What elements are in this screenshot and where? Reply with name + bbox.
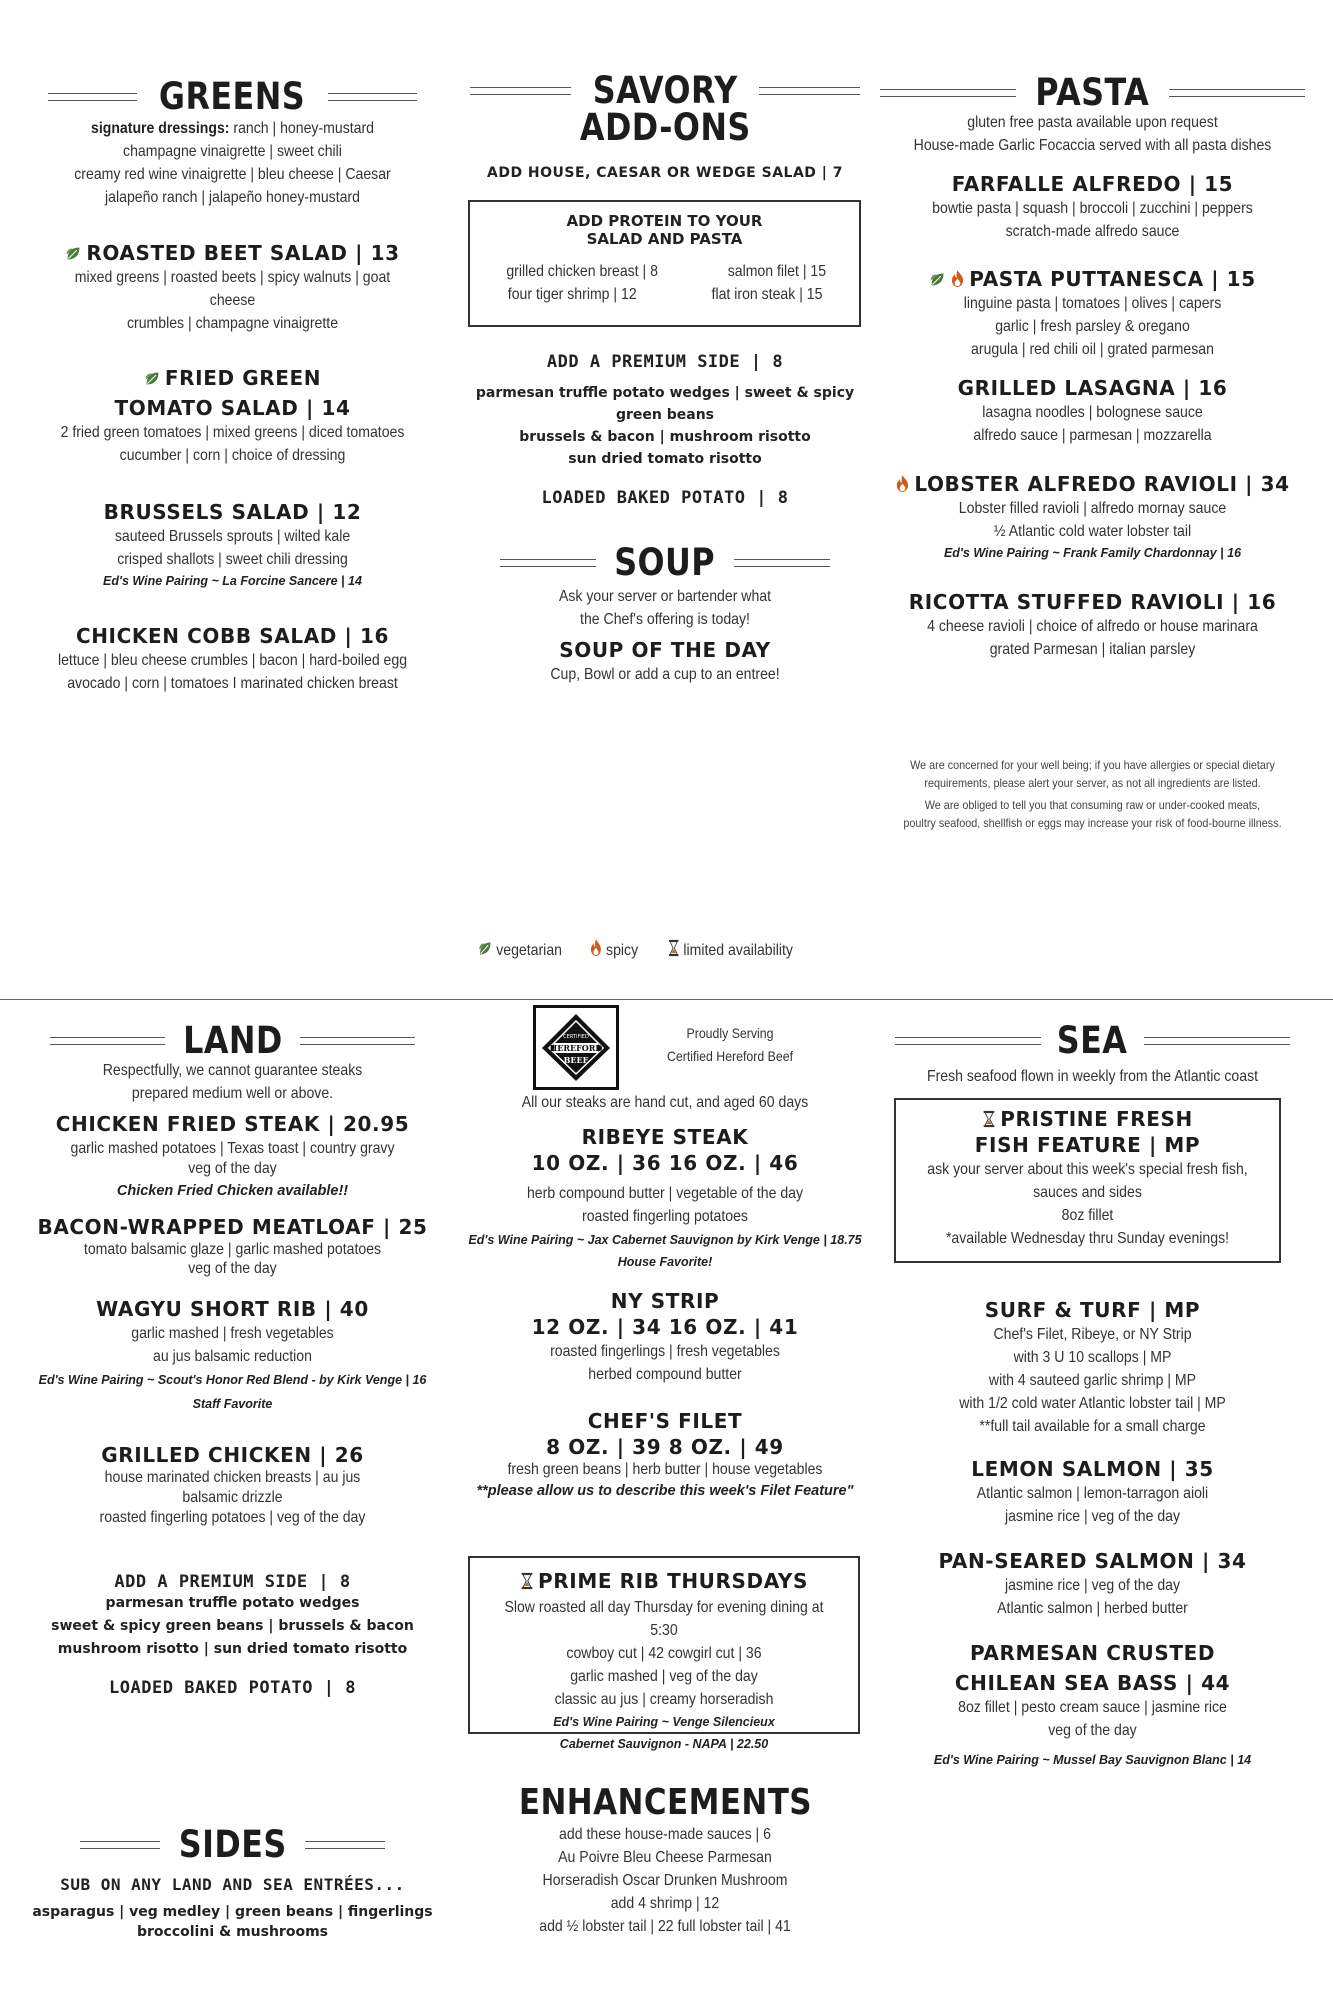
menu-item-title — [880, 266, 1305, 292]
dressings-line: champagne vinaigrette | sweet chili — [123, 143, 342, 160]
protein-box — [468, 200, 861, 327]
dish-desc: roasted fingerling potatoes | veg of the day — [99, 1509, 366, 1526]
dish-desc: ask your server about this week's special fresh fish, — [927, 1161, 1248, 1178]
dish-name: PARMESAN CRUSTED — [969, 1641, 1216, 1665]
dish-name: PAN-SEARED SALMON | 34 — [938, 1549, 1247, 1573]
premium-side-list: parmesan truffle potato wedges | sweet & spicy green beans — [475, 385, 855, 423]
premium-side-list: sweet & spicy green beans | brussels & bacon — [51, 1618, 414, 1634]
dish-name: FRIED GREEN — [164, 366, 322, 390]
title-rule — [880, 89, 1016, 97]
title-rule — [305, 1841, 385, 1849]
dish-desc: ½ Atlantic cold water lobster tail — [993, 523, 1192, 540]
dish-desc: lettuce | bleu cheese crumbles | bacon | hard-boiled egg — [57, 652, 408, 669]
dish-desc: **full tail available for a small charge — [979, 1418, 1206, 1435]
dish-name: BACON-WRAPPED MEATLOAF | 25 — [37, 1215, 428, 1239]
enhancements-title: ENHANCEMENTS — [518, 1782, 812, 1823]
prime-rib-box — [468, 1556, 860, 1751]
menu-item-title — [30, 365, 435, 391]
greens-section — [30, 75, 435, 695]
dish-desc: 8oz fillet — [1061, 1207, 1114, 1224]
title-rule — [1144, 1037, 1290, 1045]
dish-desc: Slow roasted all day Thursday for evening dining at 5:30 — [504, 1599, 824, 1639]
land-info: prepared medium well or above. — [131, 1085, 334, 1102]
protein-row — [470, 283, 859, 306]
dish-desc: *available Wednesday thru Sunday evenings! — [945, 1230, 1230, 1247]
dish-desc: with 4 sauteed garlic shrimp | MP — [988, 1372, 1197, 1389]
soup-desc: the Chef's offering is today! — [580, 611, 750, 628]
protein-item: salmon filet | 15 — [727, 263, 827, 280]
dish-desc: tomato balsamic glaze | garlic mashed potatoes — [83, 1241, 382, 1258]
dish-desc: veg of the day — [1048, 1722, 1137, 1739]
dish-desc: lasagna noodles | bolognese sauce — [982, 404, 1203, 421]
dressings-line: jalapeño ranch | jalapeño honey-mustard — [105, 189, 360, 206]
dish-sizes: 12 OZ. | 34 16 OZ. | 41 — [531, 1315, 799, 1339]
premium-side-list: brussels & bacon | mushroom risotto — [519, 429, 811, 445]
sea-info: Fresh seafood flown in weekly from the Atlantic coast — [926, 1068, 1259, 1085]
dish-desc: mixed greens | roasted beets | spicy walnuts | goat cheese — [74, 269, 391, 309]
dish-desc: 2 fried green tomatoes | mixed greens | diced tomatoes — [60, 424, 405, 441]
add-salad: ADD HOUSE, CAESAR OR WEDGE SALAD | 7 — [486, 165, 844, 181]
dish-desc: veg of the day — [188, 1260, 277, 1277]
dish-desc: classic au jus | creamy horseradish — [554, 1691, 774, 1708]
dish-desc: Lobster filled ravioli | alfredo mornay sauce — [958, 500, 1227, 517]
title-rule — [734, 559, 830, 567]
note-text: requirements, please alert your server, as not all ingredients are listed. — [924, 776, 1261, 790]
dish-name: CHICKEN COBB SALAD | 16 — [75, 624, 390, 648]
dish-name: PASTA PUTTANESCA | 15 — [969, 267, 1256, 291]
wine-pairing: Ed's Wine Pairing ~ Scout's Honor Red Blend - by Kirk Venge | 16 — [38, 1373, 427, 1387]
sides-list: broccolini & mushrooms — [137, 1924, 328, 1940]
soup-desc: Cup, Bowl or add a cup to an entree! — [550, 666, 780, 683]
enh-line: Au Poivre Bleu Cheese Parmesan — [558, 1849, 772, 1866]
dish-desc: 4 cheese ravioli | choice of alfredo or house marinara — [927, 618, 1258, 635]
hourglass-icon — [520, 1572, 534, 1590]
flame-icon — [950, 269, 965, 288]
dish-name: LEMON SALMON | 35 — [971, 1457, 1214, 1481]
dish-sizes: 10 OZ. | 36 16 OZ. | 46 — [531, 1151, 799, 1175]
hereford-badge-icon — [536, 1008, 616, 1087]
dish-desc: Chef's Filet, Ribeye, or NY Strip — [993, 1326, 1192, 1343]
dish-desc: veg of the day — [188, 1160, 277, 1177]
dish-name: FISH FEATURE | MP — [974, 1133, 1201, 1157]
dish-name: ROASTED BEET SALAD | 13 — [86, 241, 400, 265]
savory-section — [455, 69, 875, 184]
dish-note: **please allow us to describe this week's Filet Feature" — [476, 1483, 854, 1499]
menu-item-title — [30, 240, 435, 266]
icon-legend — [472, 938, 872, 962]
title-rule — [470, 87, 571, 95]
dish-name: GRILLED CHICKEN | 26 — [101, 1443, 364, 1467]
hereford-line: Proudly Serving — [686, 1025, 774, 1041]
enh-line: Horseradish Oscar Drunken Mushroom — [542, 1872, 788, 1889]
title-rule — [895, 1037, 1041, 1045]
fish-feature-box — [894, 1098, 1281, 1263]
title-rule — [50, 1037, 165, 1045]
dish-desc: garlic mashed potatoes | Texas toast | country gravy — [70, 1140, 395, 1157]
legend-limited — [668, 939, 793, 962]
dish-note: Chicken Fried Chicken available!! — [116, 1183, 349, 1199]
savory-title: ADD-ONS — [579, 106, 751, 149]
dressings-line — [54, 117, 410, 140]
dish-desc: garlic | fresh parsley & oregano — [995, 318, 1190, 335]
steaks-info: All our steaks are hand cut, and aged 60 days — [521, 1094, 809, 1111]
premium-side-list: sun dried tomato risotto — [568, 451, 762, 467]
leaf-icon — [144, 370, 161, 387]
dish-name: WAGYU SHORT RIB | 40 — [96, 1297, 369, 1321]
hereford-line: Certified Hereford Beef — [666, 1048, 794, 1064]
savory-title: SAVORY — [592, 69, 738, 112]
dish-desc: sauces and sides — [1033, 1184, 1142, 1201]
dish-desc: herb compound butter | vegetable of the day — [526, 1185, 804, 1202]
note-text: We are concerned for your well being; if you have allergies or special dietary — [910, 758, 1275, 772]
wine-pairing: Ed's Wine Pairing ~ Jax Cabernet Sauvignon by Kirk Venge | 18.75 — [468, 1233, 862, 1247]
dish-desc: garlic mashed | veg of the day — [570, 1668, 758, 1685]
pasta-info: gluten free pasta available upon request — [967, 114, 1218, 131]
legend-label: limited availability — [683, 941, 794, 959]
menu-item-title — [880, 471, 1305, 497]
dish-desc: arugula | red chili oil | grated parmesan — [971, 341, 1214, 358]
enh-line: add these house-made sauces | 6 — [559, 1826, 771, 1843]
premium-side-heading: ADD A PREMIUM SIDE | 8 — [114, 1572, 351, 1592]
dish-note: Staff Favorite — [192, 1397, 273, 1411]
logo-text: CERTIFIED — [563, 1034, 589, 1040]
dish-desc: linguine pasta | tomatoes | olives | capers — [963, 295, 1222, 312]
premium-side-list: parmesan truffle potato wedges — [105, 1595, 360, 1611]
dish-desc: avocado | corn | tomatoes I marinated chicken breast — [67, 675, 398, 692]
wine-pairing: Ed's Wine Pairing ~ Mussel Bay Sauvignon Blanc | 14 — [933, 1753, 1252, 1767]
dish-desc: grated Parmesan | italian parsley — [989, 641, 1196, 658]
title-rule — [80, 1841, 160, 1849]
legend-spicy — [589, 938, 638, 962]
protein-item: four tiger shrimp | 12 — [507, 286, 637, 303]
title-rule — [759, 87, 860, 95]
legend-vegetarian — [478, 939, 562, 962]
legend-label: spicy — [605, 942, 638, 959]
dish-name: NY STRIP — [610, 1289, 720, 1313]
enh-line: add 4 shrimp | 12 — [610, 1895, 720, 1912]
dish-name: GRILLED LASAGNA | 16 — [957, 376, 1228, 400]
title-rule — [48, 93, 137, 101]
dish-name: RICOTTA STUFFED RAVIOLI | 16 — [908, 590, 1277, 614]
leaf-icon — [929, 271, 946, 288]
dish-name: BRUSSELS SALAD | 12 — [103, 500, 362, 524]
savory-premium — [455, 352, 875, 508]
dish-name: CHILEAN SEA BASS | 44 — [954, 1671, 1231, 1695]
dish-name: TOMATO SALAD | 14 — [114, 396, 351, 420]
leaf-icon — [478, 940, 493, 957]
hourglass-icon — [982, 1110, 996, 1128]
land-section — [30, 1019, 435, 1698]
pasta-section — [880, 71, 1305, 832]
enhancements-section — [455, 1782, 875, 1938]
premium-side-heading: ADD A PREMIUM SIDE | 8 — [546, 352, 784, 372]
dish-desc: alfredo sauce | parmesan | mozzarella — [973, 427, 1212, 444]
enh-line: add ½ lobster tail | 22 full lobster tail | 41 — [539, 1918, 791, 1935]
wine-pairing: Cabernet Sauvignon - NAPA | 22.50 — [559, 1737, 769, 1751]
dish-name: PRISTINE FRESH — [1000, 1107, 1193, 1131]
hereford-logo — [533, 1005, 619, 1090]
loaded-potato: LOADED BAKED POTATO | 8 — [109, 1678, 356, 1698]
wine-pairing: Ed's Wine Pairing ~ La Forcine Sancere | 14 — [103, 574, 362, 588]
dish-sizes: 8 OZ. | 39 8 OZ. | 49 — [546, 1435, 784, 1459]
sides-section — [30, 1823, 435, 1942]
soup-title: SOUP — [614, 541, 716, 584]
page-divider — [0, 999, 1333, 1000]
sea-section — [880, 1019, 1305, 1088]
protein-heading: ADD PROTEIN TO YOUR — [566, 212, 763, 230]
dish-desc: jasmine rice | veg of the day — [1004, 1508, 1181, 1525]
dish-name: FARFALLE ALFREDO | 15 — [951, 172, 1234, 196]
dish-desc: scratch-made alfredo sauce — [1005, 223, 1180, 240]
menu-item-title — [470, 1568, 858, 1594]
logo-text: BEEF — [563, 1055, 589, 1065]
premium-side-list: mushroom risotto | sun dried tomato risotto — [57, 1641, 408, 1657]
menu-item-title — [896, 1106, 1279, 1132]
note-text: poultry seafood, shellfish or eggs may increase your risk of food-bourne illness. — [903, 816, 1282, 830]
dish-name: CHICKEN FRIED STEAK | 20.95 — [55, 1112, 410, 1136]
leaf-icon — [65, 245, 82, 262]
protein-row — [470, 260, 859, 283]
pasta-info: House-made Garlic Focaccia served with all pasta dishes — [913, 137, 1272, 154]
dish-name: LOBSTER ALFREDO RAVIOLI | 34 — [914, 472, 1290, 496]
wine-pairing: Ed's Wine Pairing ~ Venge Silencieux — [553, 1715, 775, 1729]
sea-dishes — [880, 1297, 1305, 1770]
sea-title: SEA — [1057, 1019, 1128, 1062]
dressings-line: creamy red wine vinaigrette | bleu cheese | Caesar — [74, 166, 391, 183]
dish-desc: Atlantic salmon | herbed butter — [997, 1600, 1188, 1617]
dressings-text: ranch | honey-mustard — [229, 120, 375, 137]
hourglass-icon — [668, 939, 680, 957]
protein-item: flat iron steak | 15 — [711, 286, 823, 303]
steaks-section — [455, 1091, 875, 1502]
soup-desc: Ask your server or bartender what — [558, 588, 772, 605]
dressings-label: signature dressings: — [90, 120, 230, 137]
dish-desc: crumbles | champagne vinaigrette — [126, 315, 339, 332]
soup-section — [455, 541, 875, 686]
allergy-note — [880, 756, 1305, 832]
dish-desc: herbed compound butter — [588, 1366, 742, 1383]
title-rule — [1169, 89, 1305, 97]
flame-icon — [895, 474, 910, 493]
title-rule — [328, 93, 417, 101]
loaded-potato: LOADED BAKED POTATO | 8 — [541, 488, 789, 508]
dish-name: CHEF'S FILET — [587, 1409, 743, 1433]
dish-name: SOUP OF THE DAY — [559, 638, 771, 662]
sides-subheading: SUB ON ANY LAND AND SEA ENTRÉES... — [60, 1875, 405, 1894]
greens-title: GREENS — [159, 75, 306, 118]
title-rule — [500, 559, 596, 567]
dish-desc: 8oz fillet | pesto cream sauce | jasmine rice — [958, 1699, 1227, 1716]
protein-heading: SALAD AND PASTA — [586, 230, 743, 248]
dish-desc: with 3 U 10 scallops | MP — [1013, 1349, 1172, 1366]
sides-list: asparagus | veg medley | green beans | fingerlings — [32, 1904, 433, 1920]
wine-pairing: Ed's Wine Pairing ~ Frank Family Chardonnay | 16 — [943, 546, 1242, 560]
pasta-title: PASTA — [1035, 71, 1150, 114]
land-title: LAND — [182, 1019, 283, 1062]
title-rule — [300, 1037, 415, 1045]
dish-desc: garlic mashed | fresh vegetables — [131, 1325, 334, 1342]
dish-desc: jasmine rice | veg of the day — [1004, 1577, 1181, 1594]
dish-desc: crisped shallots | sweet chili dressing — [117, 551, 348, 568]
land-info: Respectfully, we cannot guarantee steaks — [102, 1062, 363, 1079]
legend-label: vegetarian — [496, 941, 562, 959]
dish-desc: cucumber | corn | choice of dressing — [119, 447, 346, 464]
dish-desc: roasted fingerlings | fresh vegetables — [550, 1343, 780, 1360]
dish-desc: with 1/2 cold water Atlantic lobster tail | MP — [959, 1395, 1226, 1412]
dish-note: House Favorite! — [617, 1255, 713, 1269]
dish-desc: au jus balsamic reduction — [153, 1348, 312, 1365]
dish-name: SURF & TURF | MP — [984, 1298, 1201, 1322]
dish-name: PRIME RIB THURSDAYS — [538, 1569, 808, 1593]
logo-text: HEREFORD — [549, 1043, 603, 1053]
sides-title: SIDES — [178, 1823, 287, 1866]
dish-desc: Atlantic salmon | lemon-tarragon aioli — [976, 1485, 1209, 1502]
dish-desc: cowboy cut | 42 cowgirl cut | 36 — [566, 1645, 762, 1662]
flame-icon — [589, 938, 602, 957]
dish-desc: sauteed Brussels sprouts | wilted kale — [114, 528, 351, 545]
dish-desc: house marinated chicken breasts | au jus — [104, 1469, 361, 1486]
dish-name: RIBEYE STEAK — [581, 1125, 749, 1149]
dish-desc: roasted fingerling potatoes — [582, 1208, 748, 1225]
dish-desc: bowtie pasta | squash | broccoli | zucchini | peppers — [932, 200, 1253, 217]
note-text: We are obliged to tell you that consuming raw or under-cooked meats, — [924, 798, 1261, 812]
dish-desc: fresh green beans | herb butter | house vegetables — [507, 1461, 823, 1478]
hereford-text — [630, 1022, 830, 1068]
protein-item: grilled chicken breast | 8 — [506, 263, 659, 280]
dish-desc: balsamic drizzle — [182, 1489, 283, 1506]
